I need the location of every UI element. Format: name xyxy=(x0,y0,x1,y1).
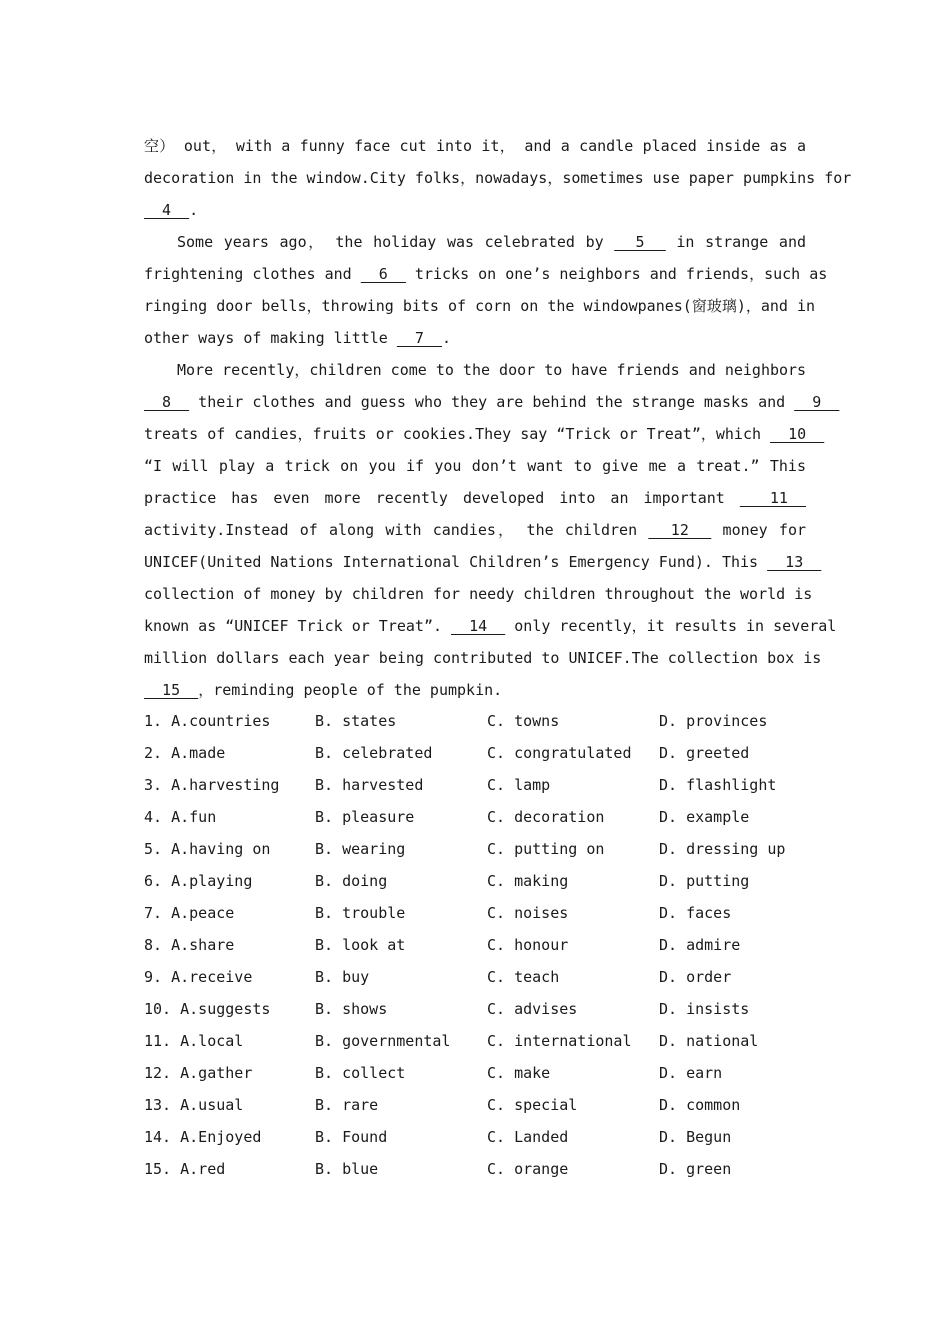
passage-line xyxy=(144,386,840,418)
option-a: 5. A.having on xyxy=(144,840,271,858)
passage-text: UNICEF(United Nations International Children’s Emergency Fund). This xyxy=(144,553,768,571)
passage-line xyxy=(144,674,806,706)
option-a: 8. A.share xyxy=(144,936,235,954)
passage-text: . xyxy=(442,329,452,347)
passage-text: treats of candies，fruits or cookies.They say “Trick or Treat”，which xyxy=(144,425,771,443)
option-a: 10. A.suggests xyxy=(144,1000,271,1018)
question-options-row xyxy=(144,930,806,962)
question-options-row xyxy=(144,962,806,994)
option-b: B. look at xyxy=(315,936,406,954)
passage-line xyxy=(144,482,806,514)
question-options-row xyxy=(144,866,806,898)
option-d: D. order xyxy=(659,968,732,986)
option-c: C. special xyxy=(487,1096,578,1114)
passage-line xyxy=(144,514,806,546)
passage-line xyxy=(144,226,806,258)
question-options-row xyxy=(144,738,806,770)
question-options-row xyxy=(144,1090,806,1122)
passage-text: “I will play a trick on you if you don’t want to give me a treat.” This xyxy=(144,457,806,475)
passage-text: decoration in the window.City folks，nowadays，sometimes use paper pumpkins for xyxy=(144,169,852,187)
option-c: C. noises xyxy=(487,904,569,922)
option-c: C. teach xyxy=(487,968,560,986)
blank-number: 7 xyxy=(396,329,443,347)
option-c: C. lamp xyxy=(487,776,551,794)
passage-line xyxy=(144,418,825,450)
option-a: 12. A.gather xyxy=(144,1064,253,1082)
option-b: B. doing xyxy=(315,872,388,890)
option-c: C. orange xyxy=(487,1160,569,1178)
passage-text: collection of money by children for needy children throughout the world is xyxy=(144,585,813,603)
option-c: C. international xyxy=(487,1032,632,1050)
passage-text: . xyxy=(189,201,199,219)
passage-text: in strange and xyxy=(665,233,807,251)
question-options-row xyxy=(144,834,806,866)
option-b: B. Found xyxy=(315,1128,388,1146)
passage-text: their clothes and guess who they are behind the strange masks and xyxy=(189,393,795,411)
answer-options-list xyxy=(144,706,806,1186)
option-b: B. celebrated xyxy=(315,744,433,762)
option-a: 3. A.harvesting xyxy=(144,776,280,794)
option-a: 4. A.fun xyxy=(144,808,217,826)
option-a: 9. A.receive xyxy=(144,968,253,986)
passage-line xyxy=(144,290,816,322)
option-b: B. collect xyxy=(315,1064,406,1082)
option-a: 14. A.Enjoyed xyxy=(144,1128,262,1146)
option-c: C. honour xyxy=(487,936,569,954)
passage-line xyxy=(144,354,806,386)
passage-line xyxy=(144,258,828,290)
blank-number: 10 xyxy=(770,425,825,443)
option-d: D. dressing up xyxy=(659,840,786,858)
option-d: D. provinces xyxy=(659,712,768,730)
blank-number: 14 xyxy=(451,617,506,635)
blank-number: 12 xyxy=(648,521,712,539)
question-options-row xyxy=(144,1058,806,1090)
option-b: B. blue xyxy=(315,1160,379,1178)
option-c: C. advises xyxy=(487,1000,578,1018)
option-b: B. pleasure xyxy=(315,808,415,826)
option-b: B. shows xyxy=(315,1000,388,1018)
option-d: D. insists xyxy=(659,1000,750,1018)
option-b: B. states xyxy=(315,712,397,730)
blank-number: 11 xyxy=(739,489,806,507)
option-b: B. wearing xyxy=(315,840,406,858)
option-a: 11. A.local xyxy=(144,1032,244,1050)
passage-line xyxy=(144,450,806,482)
passage-text: activity.Instead of along with candies， the children xyxy=(144,521,649,539)
passage-text: only recently，it results in several xyxy=(505,617,837,635)
question-options-row xyxy=(144,1122,806,1154)
blank-number: 8 xyxy=(144,393,190,411)
option-a: 15. A.red xyxy=(144,1160,226,1178)
option-a: 1. A.countries xyxy=(144,712,271,730)
question-options-row xyxy=(144,1154,806,1186)
question-options-row xyxy=(144,706,806,738)
option-b: B. governmental xyxy=(315,1032,451,1050)
passage-line xyxy=(144,194,806,226)
passage-line xyxy=(144,162,852,194)
option-c: C. putting on xyxy=(487,840,605,858)
passage-line xyxy=(144,610,837,642)
option-d: D. admire xyxy=(659,936,741,954)
question-options-row xyxy=(144,994,806,1026)
option-c: C. making xyxy=(487,872,569,890)
blank-number: 9 xyxy=(794,393,840,411)
passage-text: known as “UNICEF Trick or Treat”. xyxy=(144,617,452,635)
blank-number: 4 xyxy=(144,201,190,219)
option-a: 2. A.made xyxy=(144,744,226,762)
passage-text: More recently，children come to the door to have friends and neighbors xyxy=(177,361,807,379)
option-c: C. towns xyxy=(487,712,560,730)
option-a: 13. A.usual xyxy=(144,1096,244,1114)
passage-line xyxy=(144,322,806,354)
option-d: D. common xyxy=(659,1096,741,1114)
passage-line xyxy=(144,578,813,610)
option-d: D. earn xyxy=(659,1064,723,1082)
passage-text: practice has even more recently developed into an important xyxy=(144,489,740,507)
passage-text: Some years ago， the holiday was celebrated by xyxy=(177,233,615,251)
passage-text: tricks on one’s neighbors and friends，such as xyxy=(405,265,828,283)
option-d: D. faces xyxy=(659,904,732,922)
option-d: D. putting xyxy=(659,872,750,890)
question-options-row xyxy=(144,1026,806,1058)
option-d: D. Begun xyxy=(659,1128,732,1146)
option-b: B. rare xyxy=(315,1096,379,1114)
option-d: D. green xyxy=(659,1160,732,1178)
passage-text: other ways of making little xyxy=(144,329,397,347)
option-c: C. congratulated xyxy=(487,744,632,762)
option-c: C. decoration xyxy=(487,808,605,826)
passage-text: million dollars each year being contributed to UNICEF.The collection box is xyxy=(144,649,822,667)
option-a: 6. A.playing xyxy=(144,872,253,890)
blank-number: 6 xyxy=(360,265,406,283)
passage-text: ，reminding people of the pumpkin. xyxy=(198,681,503,699)
option-a: 7. A.peace xyxy=(144,904,235,922)
blank-number: 5 xyxy=(614,233,666,251)
option-d: D. flashlight xyxy=(659,776,777,794)
passage-line xyxy=(144,546,822,578)
option-c: C. make xyxy=(487,1064,551,1082)
passage-line xyxy=(144,642,822,674)
blank-number: 13 xyxy=(767,553,822,571)
option-b: B. trouble xyxy=(315,904,406,922)
blank-number: 15 xyxy=(144,681,199,699)
option-b: B. buy xyxy=(315,968,370,986)
question-options-row xyxy=(144,802,806,834)
passage-text: ringing door bells，throwing bits of corn on the windowpanes(窗玻璃)，and in xyxy=(144,297,816,315)
question-options-row xyxy=(144,770,806,802)
option-d: D. national xyxy=(659,1032,759,1050)
passage-text: frightening clothes and xyxy=(144,265,361,283)
cloze-passage xyxy=(144,130,852,706)
passage-text: 空） out， with a funny face cut into it， and a candle placed inside as a xyxy=(144,137,806,155)
option-b: B. harvested xyxy=(315,776,424,794)
passage-line xyxy=(144,130,806,162)
passage-text: money for xyxy=(711,521,807,539)
option-d: D. greeted xyxy=(659,744,750,762)
option-d: D. example xyxy=(659,808,750,826)
option-c: C. Landed xyxy=(487,1128,569,1146)
question-options-row xyxy=(144,898,806,930)
